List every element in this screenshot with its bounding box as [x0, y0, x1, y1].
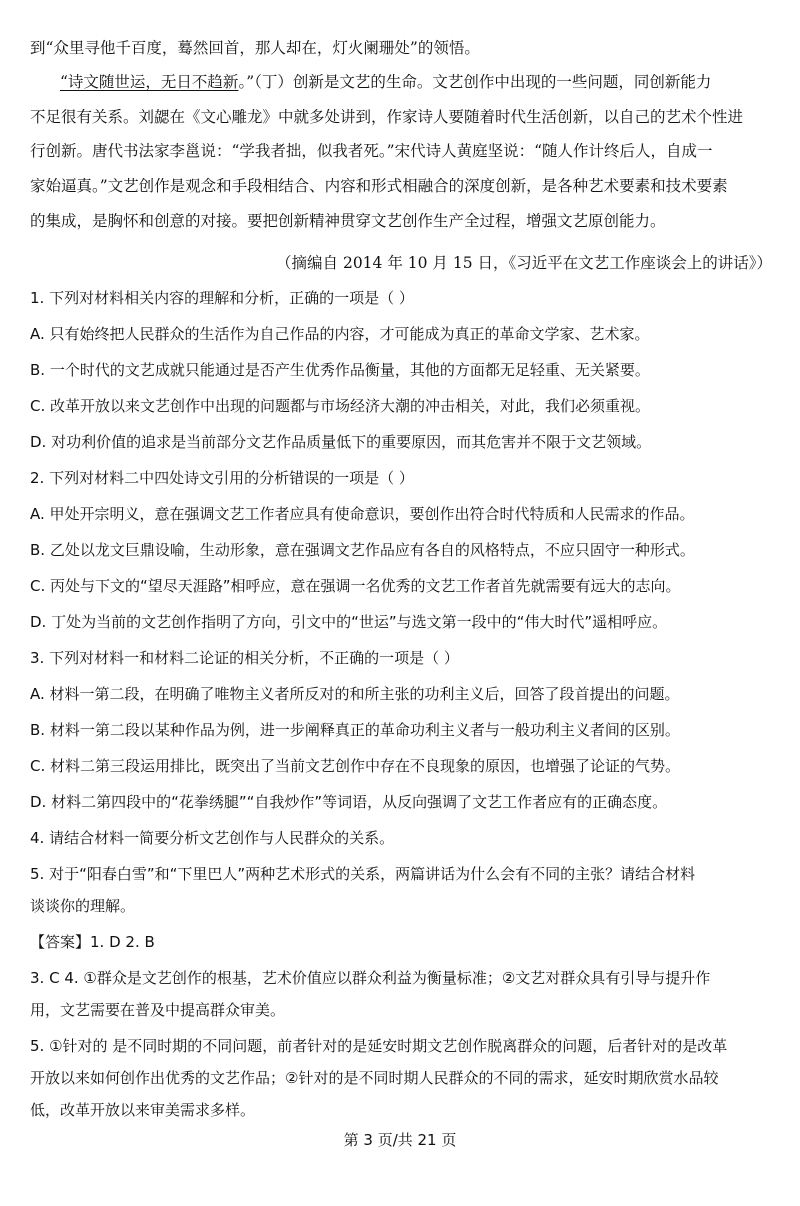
question-5-line-2: 谈谈你的理解。 [30, 897, 136, 915]
answer-line-1: 【答案】1. D 2. B [30, 933, 155, 951]
question-2-option-a: A. 甲处开宗明义，意在强调文艺工作者应具有使命意识，要创作出符合时代特质和人民需求的作品。 [30, 505, 695, 523]
question-2-option-c: C. 丙处与下文的“望尽天涯路”相呼应，意在强调一名优秀的文艺工作者首先就需要有远大的志向。 [30, 577, 681, 595]
answer-line-4: 5. ①针对的 是不同时期的不同问题，前者针对的是延安时期文艺创作脱离群众的问题，后者针对的是改革 [30, 1037, 728, 1055]
passage-line-2-rest: 。”（丁）创新是文艺的生命。文艺创作中出现的一些问题，同创新能力 [238, 73, 712, 91]
question-1-option-d: D. 对功利价值的追求是当前部分文艺作品质量低下的重要原因，而其危害并不限于文艺领域。 [30, 433, 652, 451]
question-1-option-a: A. 只有始终把人民群众的生活作为自己作品的内容，才可能成为真正的革命文学家、艺术家。 [30, 325, 650, 343]
question-2-option-d: D. 丁处为当前的文艺创作指明了方向，引文中的“世运”与选文第一段中的“伟大时代”遥相呼应。 [30, 613, 668, 631]
page-number: 第 3 页/共 21 页 [343, 1131, 457, 1149]
passage-line-1: 到“众里寻他千百度，蓦然回首，那人却在，灯火阑珊处”的领悟。 [30, 39, 480, 57]
question-3-option-a: A. 材料一第二段，在明确了唯物主义者所反对的和所主张的功利主义后，回答了段首提出的问题。 [30, 685, 680, 703]
question-2: 2. 下列对材料二中四处诗文引用的分析错误的一项是（ ） [30, 469, 414, 487]
answer-line-3: 用，文艺需要在普及中提高群众审美。 [30, 1001, 286, 1019]
passage-line-6: 的集成，是胸怀和创意的对接。要把创新精神贯穿文艺创作生产全过程，增强文艺原创能力。 [30, 212, 666, 230]
question-3-option-c: C. 材料二第三段运用排比，既突出了当前文艺创作中存在不良现象的原因，也增强了论证的气势。 [30, 757, 681, 775]
question-1-option-c: C. 改革开放以来文艺创作中出现的问题都与市场经济大潮的冲击相关，对此，我们必须重视。 [30, 397, 651, 415]
question-5-line-1: 5. 对于“阳春白雪”和“下里巴人”两种艺术形式的关系，两篇讲话为什么会有不同的主张？请结合材料 [30, 865, 696, 883]
passage-line-2 [60, 70, 775, 94]
answer-line-6: 低，改革开放以来审美需求多样。 [30, 1101, 256, 1119]
question-1-option-b: B. 一个时代的文艺成就只能通过是否产生优秀作品衡量，其他的方面都无足轻重、无关紧要。 [30, 361, 650, 379]
answer-line-5: 开放以来如何创作出优秀的文艺作品；②针对的是不同时期人民群众的不同的需求，延安时期欣赏水品较 [30, 1069, 719, 1087]
question-3-option-b: B. 材料一第二段以某种作品为例，进一步阐释真正的革命功利主义者与一般功利主义者间的区别。 [30, 721, 680, 739]
passage-line-3: 不足很有关系。刘勰在《文心雕龙》中就多处讲到，作家诗人要随着时代生活创新，以自己的艺术个性进 [30, 108, 744, 126]
question-1: 1. 下列对材料相关内容的理解和分析，正确的一项是（ ） [30, 289, 414, 307]
question-3-option-d: D. 材料二第四段中的“花拳绣腿”“自我炒作”等词语，从反向强调了文艺工作者应有的正确态度。 [30, 793, 668, 811]
question-4: 4. 请结合材料一简要分析文艺创作与人民群众的关系。 [30, 829, 395, 847]
poem-quote-ding: “诗文随世运，无日不趋新 [60, 73, 239, 91]
answer-line-2: 3. C 4. ①群众是文艺创作的根基，艺术价值应以群众利益为衡量标准；②文艺对群众具有引导与提升作 [30, 969, 711, 987]
passage-source: （摘编自 2014 年 10 月 15 日，《习近平在文艺工作座谈会上的讲话》） [276, 254, 772, 272]
passage-line-5: 家始逼真。”文艺创作是观念和手段相结合、内容和形式相融合的深度创新，是各种艺术要素和技术要素 [30, 177, 728, 195]
question-2-option-b: B. 乙处以龙文巨鼎设喻，生动形象，意在强调文艺作品应有各自的风格特点，不应只固守一种形式。 [30, 541, 695, 559]
question-3: 3. 下列对材料一和材料二论证的相关分析，不正确的一项是（ ） [30, 649, 459, 667]
passage-line-4: 行创新。唐代书法家李邕说：“学我者拙，似我者死。”宋代诗人黄庭坚说：“随人作计终后人，自成一 [30, 142, 713, 160]
